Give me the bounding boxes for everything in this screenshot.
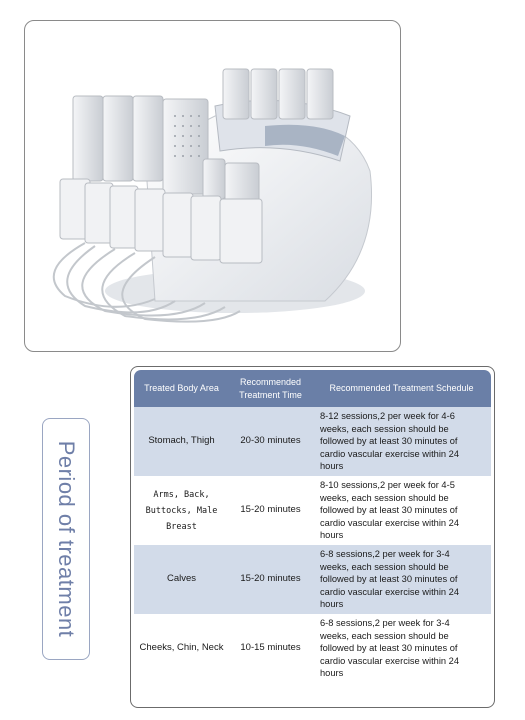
lipo-laser-machine-illustration xyxy=(25,21,400,351)
header-treated-body-area: Treated Body Area xyxy=(134,370,229,407)
treatment-time-cell: 15-20 minutes xyxy=(229,545,312,614)
treatment-table xyxy=(134,370,491,683)
table-header-row xyxy=(134,370,491,407)
side-label-text: Period of treatment xyxy=(54,440,79,638)
treatment-schedule-cell: 8-10 sessions,2 per week for 4-5 weeks, each session should be followed by at least 30 minutes of cardio vascular exercise within 24 hours xyxy=(312,476,491,545)
treatment-schedule-cell: 8-12 sessions,2 per week for 4-6 weeks, each session should be followed by at least 30 minutes of cardio vascular exercise within 24 hours xyxy=(312,407,491,476)
treatment-schedule-cell: 6-8 sessions,2 per week for 3-4 weeks, each session should be followed by at least 30 minutes of cardio vascular exercise within 24 hours xyxy=(312,545,491,614)
treatment-table-frame xyxy=(130,366,495,708)
table-row xyxy=(134,476,491,545)
body-area-cell: Arms, Back, Buttocks, Male Breast xyxy=(134,476,229,545)
treatment-schedule-cell: 6-8 sessions,2 per week for 3-4 weeks, each session should be followed by at least 30 minutes of cardio vascular exercise within 24 hours xyxy=(312,614,491,683)
treatment-time-cell: 20-30 minutes xyxy=(229,407,312,476)
header-recommended-time: Recommended Treatment Time xyxy=(229,370,312,407)
header-recommended-schedule: Recommended Treatment Schedule xyxy=(312,370,491,407)
treatment-time-cell: 15-20 minutes xyxy=(229,476,312,545)
product-photo xyxy=(24,20,401,352)
table-row xyxy=(134,614,491,683)
body-area-cell: Cheeks, Chin, Neck xyxy=(134,614,229,683)
period-of-treatment-label xyxy=(42,418,90,660)
table-row xyxy=(134,545,491,614)
treatment-time-cell: 10-15 minutes xyxy=(229,614,312,683)
table-row xyxy=(134,407,491,476)
body-area-cell: Stomach, Thigh xyxy=(134,407,229,476)
body-area-cell: Calves xyxy=(134,545,229,614)
